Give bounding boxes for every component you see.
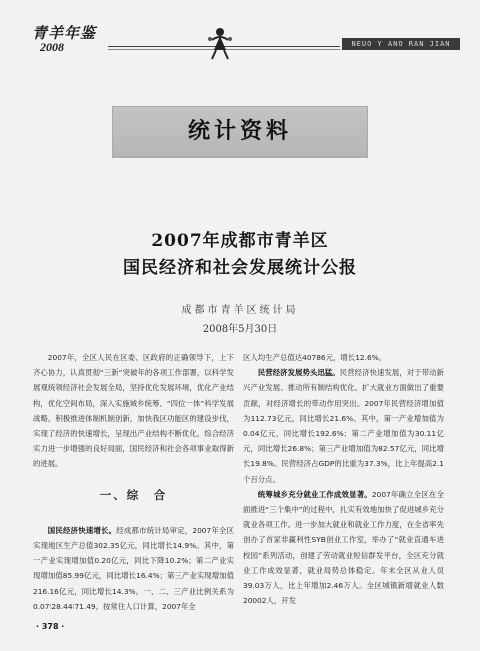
left-column [33,350,234,614]
paragraph-lead: 民营经济发展势头迅猛。 [257,368,340,378]
logo-year: 2008 [40,40,64,54]
right-column [243,350,444,608]
paragraph-economy-growth [33,523,234,614]
article-title-line-2: 国民经济和社会发展统计公报 [123,258,357,278]
page-number: · 378 · [36,622,65,631]
paragraph-lead: 统筹城乡充分就业工作成效显著。 [257,489,372,499]
running-header [20,20,460,64]
paragraph-private-economy [243,365,444,487]
paragraph-lead: 国民经济快速增长。 [47,525,117,535]
article-date: 2008年5月30日 [202,324,278,335]
paragraph-employment [243,487,444,609]
yearbook-logo [20,20,110,60]
continued-text: 区人均生产总值达40786元，增长12.6%。 [243,353,387,362]
header-tag: NEUO Y ANO RAN JIAN [342,38,460,50]
banner-label: 统计资料 [187,119,292,144]
paragraph-body: 2007年确立全区在全面推进“三个集中”的过程中，扎实有效地加快了促进城乡充分就业各项工作。进一步加大就业和就业工作力度，在全省率先创办了首家非赢利性SYB创业工作室，举办了“就业直通车进校园”系列活动，创建了劳动就业短信群发平台，全区充分就业工作成效显著，就业局势总体稳定。年末全区从业人员39.03万人，比上年增加2.46万人。全区城镇新增就业人数20002人，开发 [243,489,444,606]
article-title-line-1: 2007年成都市青羊区 [151,231,329,251]
paragraph-body: 民营经济快速发展，对于带动新兴产业发展、推动所有制结构优化、扩大就业方面做出了重要贡献，对经济增长的带动作用突出。2007年民营经济增加值为112.73亿元，同比增长21.6%。其中，第一产业增加值为0.04亿元，同比增长192.6%；第二产业增加值为30.11亿元，同比增长26.8%；第三产业增加值为82.57亿元，同比增长19.8%。民营经济占GDP的比重为37.3%，比上年提高2.1个百分点。 [243,368,444,484]
intro-paragraph: 2007年，全区人民在区委、区政府的正确领导下，上下齐心协力，认真贯彻“三新”突破年的各项工作部署，以科学发展观统领经济社会发展全局，坚持优化发展环境，优化产业结构，优化空间布局，深入实施城乡统筹、“四位一体”科学发展战略，积极推进体制机制创新，加快我区功能区的建设步伐，实现了经济的快速增长，呈现出产业结构不断优化，综合经济实力进一步增强的良好局面，国民经济和社会各项事业取得新的进展。 [33,353,234,469]
paragraph-body: 经成都市统计局审定，2007年全区实现地区生产总值302.35亿元，同比增长14.9%。其中，第一产业实现增加值0.20亿元，同比下降10.2%；第二产业实现增加值85.99亿元，同比增长16.4%；第三产业实现增加值216.16亿元，同比增长14.3%。一、二、三产业比例关系为0.07∶28.44∶71.49。按常住人口计算，2007年全 [33,525,234,611]
dancer-ornament-icon [198,24,242,60]
section-heading: 一、综 合 [99,487,168,502]
logo-text: 青羊年鉴 [32,24,97,42]
section-banner [112,106,368,158]
article-author: 成都市青羊区统计局 [181,305,299,316]
